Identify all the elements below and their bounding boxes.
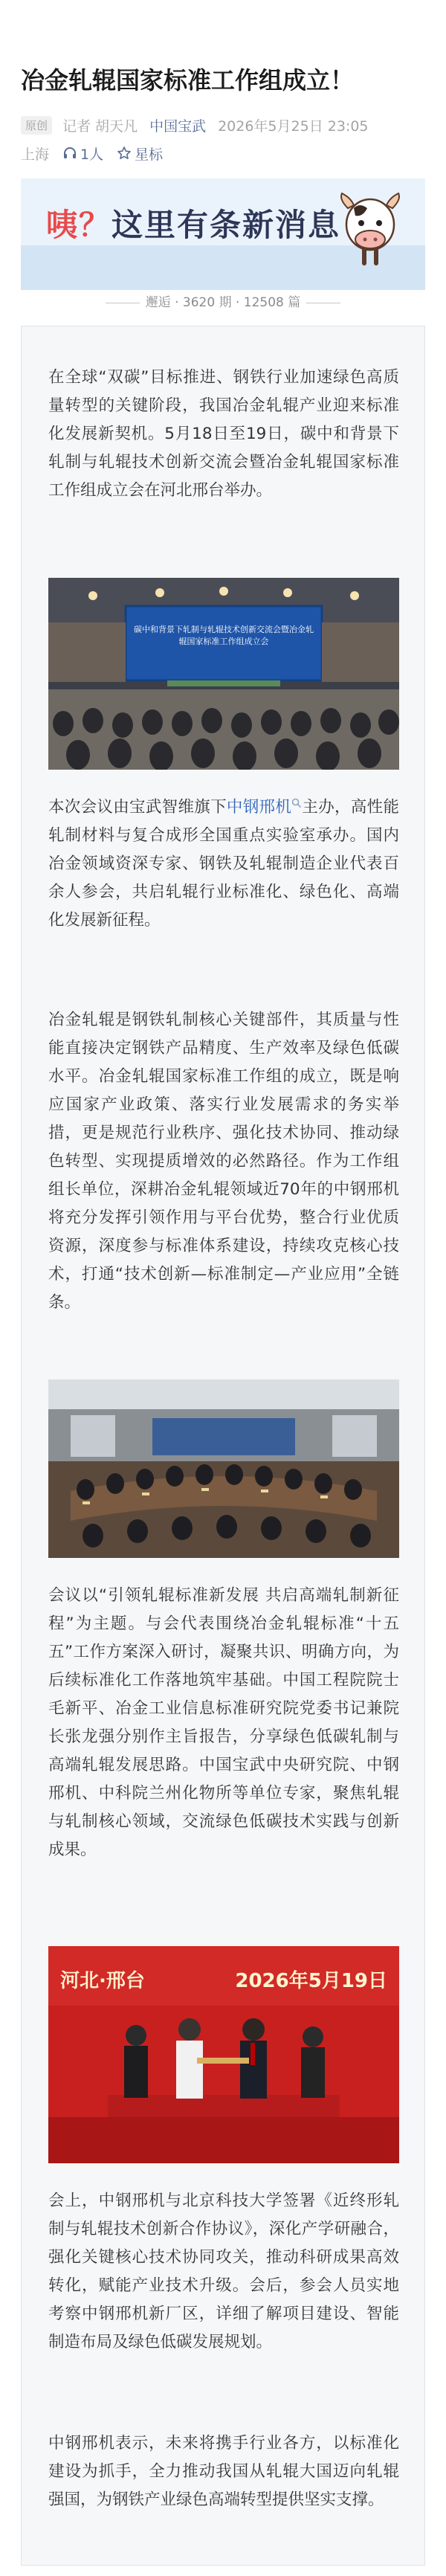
zhonggang-xingji-link[interactable]: 中钢邢机: [226, 798, 292, 817]
issue-line: [0, 292, 446, 310]
paragraph-theme: 会议以“引领轧辊标准新发展 共启高端轧制新征程”为主题。与会代表围绕冶金轧辊标准“十五五”工作方案深入研讨，凝聚共识、明确方向，为后续标准化工作落地筑牢基础。中国工程院院士毛新平、冶金工业信息标准研究院党委书记兼院长张龙强分别作主旨报告，分享绿色低碳轧制与高端轧辊发展思路。中国宝武中央研究院、中钢邢机、中科院兰州化物所等单位专家，聚焦轧辊与轧制核心领域，交流绿色低碳技术实践与创新成果。: [48, 1586, 399, 1859]
signing-photo: [48, 1946, 399, 2163]
article-title: 冶金轧辊国家标准工作组成立！: [21, 66, 355, 94]
article-content-card: [21, 326, 425, 2566]
listen-count: 1人: [80, 146, 104, 163]
cow-mascot-icon: [334, 186, 406, 268]
meeting-photo: [48, 1379, 399, 1558]
paragraph-signing: 会上，中钢邢机与北京科技大学签署《近终形轧制与轧辊技术创新合作协议》，深化产学研融合，强化关键核心技术协同攻关，推动科研成果高效转化，赋能产业技术升级。会后，参会人员实地考察中钢邢机新厂区，详细了解项目建设、智能制造布局及绿色低碳发展规划。: [48, 2192, 399, 2351]
listen-button[interactable]: [62, 144, 103, 164]
paragraph-outlook: 中钢邢机表示，未来将携手行业各方，以标准化建设为抓手，全力推动我国从轧辊大国迈向轧辊强国，为钢铁产业绿色高端转型提供坚实支撑。: [48, 2434, 399, 2509]
paragraph-intro: 在全球“双碳”目标推进、钢铁行业加速绿色高质量转型的关键阶段，我国冶金轧辊产业迎来标准化发展新契机。5月18日至19日，碳中和背景下轧制与轧辊技术创新交流会暨冶金轧辊国家标准工作组成立会在河北邢台举办。: [48, 368, 399, 500]
signing-ceremony-image: [48, 1946, 399, 2163]
star-icon: [117, 146, 132, 161]
publish-datetime: 2026年5月25日 23:05: [218, 117, 369, 135]
banner-exclaim: 咦？: [46, 207, 112, 243]
star-label: 星标: [135, 146, 164, 163]
organizer-text-a: 本次会议由宝武智维旗下: [48, 798, 227, 817]
meeting-room-image: [48, 1379, 399, 1558]
screen-text: 碳中和背景下轧制与轧辊技术创新交流会暨冶金轧辊国家标准工作组成立会: [134, 625, 314, 646]
article-meta: [21, 115, 369, 135]
signing-date: 2026年5月19日: [235, 1970, 387, 1992]
author: 记者 胡天凡: [62, 117, 138, 135]
star-button[interactable]: [117, 144, 163, 164]
account-name-link[interactable]: 中国宝武: [149, 117, 207, 135]
banner-text: 这里有条新消息: [112, 207, 341, 243]
headphones-icon: [62, 146, 77, 161]
conference-photo: [48, 578, 399, 770]
location: 上海: [21, 146, 50, 163]
article-meta-secondary: [21, 143, 176, 164]
signing-place: 河北·邢台: [60, 1970, 145, 1992]
organizer-text-b: 主办，高性能轧制材料与复合成形全国重点实验室承办。国内冶金领域资深专家、钢铁及轧辊制造企业代表百余人参会，共启轧辊行业标准化、绿色化、高端化发展新征程。: [48, 798, 399, 930]
news-banner: [21, 178, 425, 290]
original-tag: 原创: [21, 116, 52, 135]
search-icon[interactable]: [291, 798, 302, 808]
paragraph-organizer: [48, 793, 399, 935]
issue-text: 邂逅 · 3620 期 · 12508 篇: [145, 295, 301, 310]
conference-hall-image: [48, 578, 399, 770]
paragraph-significance: 冶金轧辊是钢铁轧制核心关键部件，其质量与性能直接决定钢铁产品精度、生产效率及绿色低碳水平。冶金轧辊国家标准工作组的成立，既是响应国家产业政策、落实行业发展需求的务实举措，更是规范行业秩序、强化技术协同、推动绿色转型、实现提质增效的必然路径。作为工作组组长单位，深耕冶金轧辊领域近70年的中钢邢机将充分发挥引领作用与平台优势，整合行业优质资源，深度参与标准体系建设，持续攻克核心技术，打通“技术创新—标准制定—产业应用”全链条。: [48, 1011, 399, 1312]
banner-headline: [46, 201, 340, 245]
